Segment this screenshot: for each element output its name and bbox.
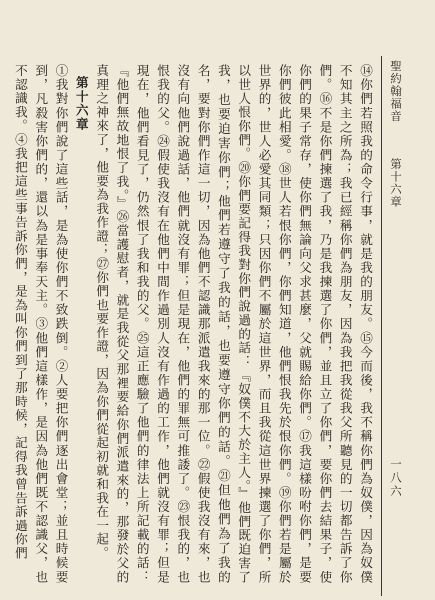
- header-rule: [381, 56, 382, 596]
- scripture-paragraph: ⑭你們若照我的命令行事，就是我的朋友。⑮今而後，我不稱你們為奴僕，因為奴僕不知其主之所為；我已經稱你們為朋友，因為我把我從我父所聽見的一切都告訴了你們。⑯不是你們揀選了我，乃是我揀選了你們，並且立了你們，要你們去結果子，使你們的果子常存，使你們無論向父求甚麼，父就賜給你們。⑰我這樣吩咐你們，是要你們彼此相愛。⑱世人若恨你們，你們知道，他們恨我先於恨你們。⑲你們若是屬於世界的，世人必愛其同類；只因你們不屬於這世界，而且我從這世界揀選了你們，所以世人恨你們。⑳你們要記得我對你們說過的話：『奴僕不大於主人。』他們既迫害了我，也要迫害你們；他們若遵守了我的話，也要遵守你們的話。㉑但他們為了我的名，要對你們作這一切，因為他們不認識那派遣我來的那一位。㉒假使我沒有來，也沒有向他們說過話，他們就沒有罪；但是現在，他們的罪無可推諉了。㉓恨我的，也恨我的父。㉔假使我沒有在他們中間作過別人沒有作過的工作，他們就沒有罪；但是現在，他們看見了，仍然恨了我和我的父。㉕這正應驗了他們的律法上所記載的話：『他們無故地恨了我。』㉖當護慰者，就是我從父那裡要給你們派遣來的，那發於父的真理之神來了，他要為我作證；㉗你們也要作證，因為你們從起初就和我在一起。: [94, 64, 373, 584]
- scripture-paragraph: ①我對你們說了這些話，是為使你們不致跌倒。②人要把你們逐出會堂；並且時候要到，凡殺害你們的，還以為是事奉天主。③他們這樣作，是因為他們既不認識父，也不認識我。④我把這些事告訴你們，是為叫你們到了那時候，記得我曾告訴過你們: [12, 64, 69, 584]
- running-header-book-title: 聖約翰福音: [389, 60, 403, 123]
- page-number: 一八六: [389, 458, 403, 499]
- chapter-heading: 第十六章: [73, 76, 89, 132]
- running-header-chapter: 第十六章: [389, 158, 403, 208]
- scripture-text-column: [12, 64, 375, 584]
